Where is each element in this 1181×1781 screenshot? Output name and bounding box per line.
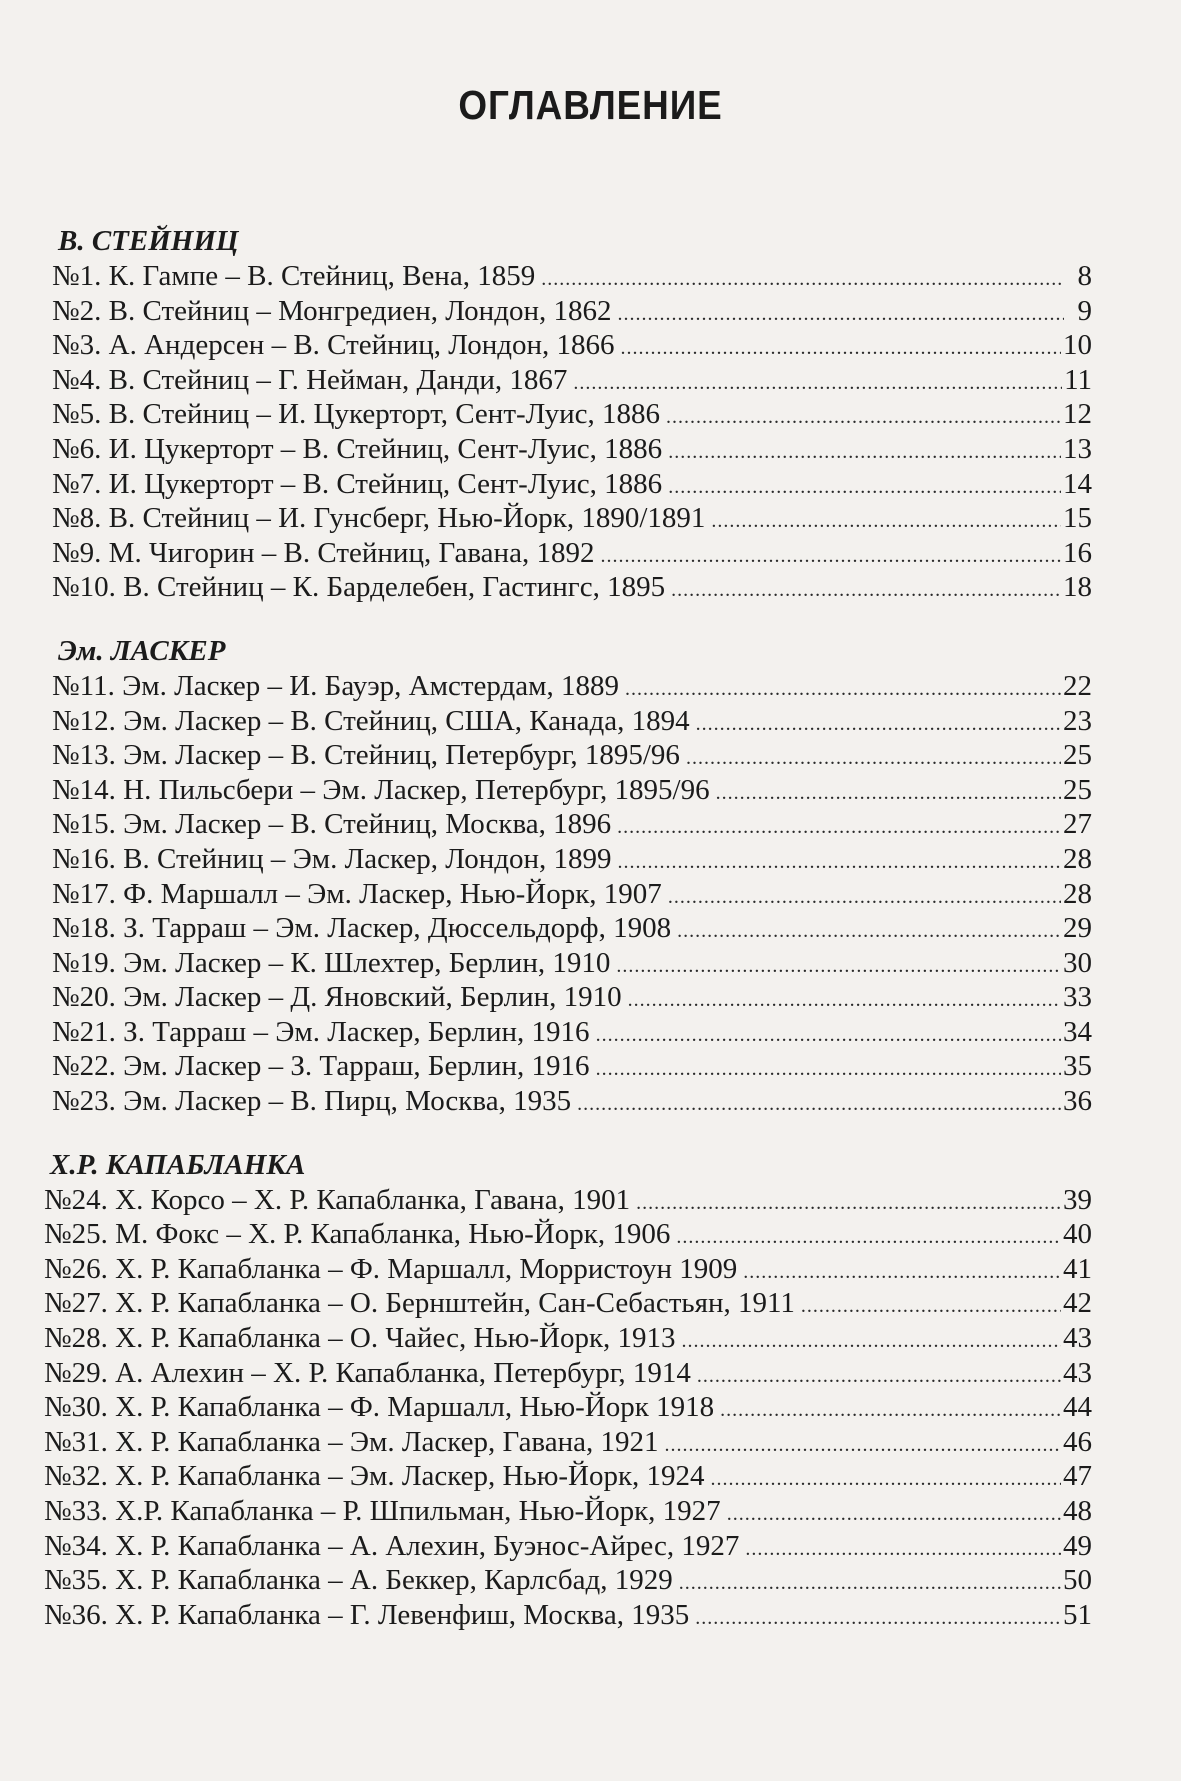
dot-leader — [625, 672, 1061, 707]
toc-entry-page-number: 13 — [1063, 432, 1092, 465]
dot-leader — [677, 914, 1061, 949]
toc-entry — [44, 1529, 1092, 1564]
toc-entry-page-number: 44 — [1063, 1391, 1092, 1424]
toc-entry-page-number: 39 — [1063, 1183, 1092, 1216]
dot-leader — [617, 297, 1064, 332]
toc-entry-title: №33. Х.Р. Капабланка – Р. Шпильман, Нью-Йорк, 1927 — [44, 1495, 721, 1527]
toc-entry-page-number: 47 — [1063, 1460, 1092, 1493]
toc-entry-title: №17. Ф. Маршалл – Эм. Ласкер, Нью-Йорк, 1907 — [52, 877, 662, 910]
toc-entry-page-number: 15 — [1063, 502, 1092, 535]
dot-leader — [671, 573, 1061, 608]
section-title: Эм. ЛАСКЕР — [58, 634, 226, 667]
toc-entry — [52, 704, 1092, 739]
dot-leader — [711, 504, 1061, 539]
dot-leader — [577, 1087, 1061, 1122]
toc-entry-page-number: 14 — [1063, 467, 1092, 500]
dot-leader — [711, 1462, 1061, 1497]
toc-entry-page-number: 28 — [1063, 877, 1092, 910]
toc-entry — [44, 1598, 1092, 1633]
toc-entry-page-number: 43 — [1063, 1356, 1092, 1389]
dot-leader — [617, 810, 1061, 845]
toc-entry-page-number: 43 — [1063, 1322, 1092, 1355]
dot-leader — [696, 707, 1061, 742]
dot-leader — [620, 331, 1061, 366]
toc-entry — [52, 397, 1092, 432]
toc-entry — [44, 1286, 1092, 1321]
toc-entry-page-number: 50 — [1063, 1564, 1092, 1597]
toc-entry-title: №2. В. Стейниц – Монгредиен, Лондон, 1862 — [52, 294, 612, 327]
toc-entry-title: №16. В. Стейниц – Эм. Ласкер, Лондон, 1899 — [52, 842, 612, 875]
toc-entry — [52, 501, 1092, 536]
dot-leader — [720, 1393, 1061, 1428]
dot-leader — [617, 845, 1061, 880]
toc-entry — [52, 842, 1092, 877]
toc-entry-page-number: 40 — [1063, 1218, 1092, 1251]
toc-entry-page-number: 42 — [1063, 1287, 1092, 1320]
toc-entry-page-number: 25 — [1063, 773, 1092, 806]
toc-entry-title: №3. А. Андерсен – В. Стейниц, Лондон, 1866 — [52, 329, 615, 362]
toc-entry — [52, 536, 1092, 571]
toc-entry-title: №6. И. Цукерторт – В. Стейниц, Сент-Луис, 1886 — [52, 432, 663, 465]
toc-entry-page-number: 30 — [1063, 946, 1092, 979]
toc-entry-title: №18. З. Тарраш – Эм. Ласкер, Дюссельдорф, 1908 — [52, 912, 672, 945]
dot-leader — [668, 880, 1061, 915]
toc-entry-page-number: 22 — [1063, 669, 1092, 702]
dot-leader — [801, 1289, 1061, 1324]
toc-entry-page-number: 9 — [1077, 294, 1092, 327]
toc-section-steinitz — [52, 225, 1092, 605]
toc-entry-page-number: 33 — [1063, 981, 1092, 1014]
toc-entry — [52, 363, 1092, 398]
dot-leader — [743, 1255, 1061, 1290]
toc-entry — [52, 773, 1092, 808]
toc-entry-title: №31. Х. Р. Капабланка – Эм. Ласкер, Гавана, 1921 — [44, 1425, 659, 1458]
dot-leader — [668, 435, 1061, 470]
toc-section-lasker — [52, 635, 1092, 1119]
dot-leader — [679, 1566, 1061, 1601]
toc-entry-title: №25. М. Фокс – Х. Р. Капабланка, Нью-Йорк, 1906 — [44, 1218, 671, 1251]
toc-entry — [44, 1390, 1092, 1425]
toc-entry-title: №30. Х. Р. Капабланка – Ф. Маршалл, Нью-Йорк 1918 — [44, 1391, 715, 1424]
toc-entry — [44, 1252, 1092, 1287]
toc-entry-title: №9. М. Чигорин – В. Стейниц, Гавана, 1892 — [52, 536, 595, 569]
toc-entry — [44, 1494, 1092, 1529]
toc-section-capablanca — [44, 1149, 1092, 1633]
table-of-contents — [44, 225, 1092, 1662]
toc-entry — [44, 1217, 1092, 1252]
toc-entry — [52, 911, 1092, 946]
toc-entry — [44, 1425, 1092, 1460]
toc-entry-title: №35. Х. Р. Капабланка – А. Беккер, Карлсбад, 1929 — [44, 1564, 673, 1597]
dot-leader — [616, 949, 1061, 984]
dot-leader — [716, 776, 1061, 811]
toc-entry-title: №22. Эм. Ласкер – З. Тарраш, Берлин, 1916 — [52, 1050, 590, 1083]
dot-leader — [682, 1324, 1061, 1359]
toc-entry-title: №26. Х. Р. Капабланка – Ф. Маршалл, Морристоун 1909 — [44, 1252, 738, 1285]
toc-entry-page-number: 34 — [1063, 1015, 1092, 1048]
toc-entry-title: №4. В. Стейниц – Г. Нейман, Данди, 1867 — [52, 363, 568, 396]
toc-entry — [52, 738, 1092, 773]
section-entries — [52, 669, 1092, 1119]
toc-entry — [44, 1459, 1092, 1494]
toc-entry-title: №5. В. Стейниц – И. Цукерторт, Сент-Луис, 1886 — [52, 398, 660, 431]
toc-entry-page-number: 8 — [1077, 260, 1092, 292]
dot-leader — [727, 1497, 1061, 1532]
toc-entry-title: №20. Эм. Ласкер – Д. Яновский, Берлин, 1910 — [52, 981, 622, 1014]
toc-entry-page-number: 29 — [1063, 912, 1092, 945]
toc-entry-page-number: 27 — [1063, 808, 1092, 841]
toc-entry-title: №27. Х. Р. Капабланка – О. Бернштейн, Сан-Себастьян, 1911 — [44, 1287, 795, 1320]
dot-leader — [697, 1359, 1061, 1394]
toc-entry — [52, 570, 1092, 605]
dot-leader — [600, 539, 1061, 574]
page-title: ОГЛАВЛЕНИЕ — [458, 82, 723, 128]
section-entries — [44, 1183, 1092, 1633]
toc-entry-title: №21. З. Тарраш – Эм. Ласкер, Берлин, 1916 — [52, 1015, 590, 1048]
toc-entry — [52, 1084, 1092, 1119]
toc-entry — [52, 980, 1092, 1015]
dot-leader — [695, 1601, 1061, 1636]
toc-entry-page-number: 36 — [1063, 1085, 1092, 1118]
toc-entry-page-number: 18 — [1063, 571, 1092, 604]
toc-entry-title: №19. Эм. Ласкер – К. Шлехтер, Берлин, 1910 — [52, 946, 611, 979]
toc-entry-title: №14. Н. Пильсбери – Эм. Ласкер, Петербург, 1895/96 — [52, 773, 710, 806]
dot-leader — [628, 983, 1061, 1018]
toc-entry — [44, 1321, 1092, 1356]
section-title: Х.Р. КАПАБЛАНКА — [50, 1148, 306, 1181]
toc-entry-title: №15. Эм. Ласкер – В. Стейниц, Москва, 1896 — [52, 808, 612, 841]
toc-entry-page-number: 10 — [1063, 329, 1092, 362]
toc-entry — [52, 807, 1092, 842]
toc-entry-title: №11. Эм. Ласкер – И. Бауэр, Амстердам, 1889 — [52, 669, 619, 702]
toc-entry-page-number: 49 — [1063, 1529, 1092, 1562]
toc-entry-title: №23. Эм. Ласкер – В. Пирц, Москва, 1935 — [52, 1085, 572, 1118]
toc-entry — [44, 1563, 1092, 1598]
toc-entry — [52, 294, 1092, 329]
dot-leader — [596, 1018, 1061, 1053]
toc-entry-title: №7. И. Цукерторт – В. Стейниц, Сент-Луис, 1886 — [52, 467, 663, 500]
toc-entry-title: №1. К. Гампе – В. Стейниц, Вена, 1859 — [52, 260, 536, 292]
toc-entry-page-number: 25 — [1063, 739, 1092, 772]
toc-entry — [52, 328, 1092, 363]
dot-leader — [745, 1532, 1061, 1567]
toc-entry-title: №29. А. Алехин – Х. Р. Капабланка, Петербург, 1914 — [44, 1356, 691, 1389]
dot-leader — [676, 1220, 1061, 1255]
section-title: В. СТЕЙНИЦ — [58, 225, 239, 257]
toc-entry-page-number: 23 — [1063, 704, 1092, 737]
dot-leader — [668, 470, 1061, 505]
toc-entry-title: №24. Х. Корсо – Х. Р. Капабланка, Гавана, 1901 — [44, 1183, 631, 1216]
toc-entry — [52, 467, 1092, 502]
toc-entry-title: №32. Х. Р. Капабланка – Эм. Ласкер, Нью-Йорк, 1924 — [44, 1460, 705, 1493]
dot-leader — [573, 366, 1062, 401]
toc-entry-page-number: 16 — [1063, 536, 1092, 569]
dot-leader — [666, 400, 1061, 435]
toc-entry — [52, 669, 1092, 704]
toc-entry — [52, 1015, 1092, 1050]
toc-entry-page-number: 28 — [1063, 842, 1092, 875]
toc-entry-page-number: 35 — [1063, 1050, 1092, 1083]
dot-leader — [541, 262, 1064, 297]
toc-entry-page-number: 12 — [1063, 398, 1092, 431]
toc-entry — [52, 877, 1092, 912]
toc-entry-page-number: 46 — [1063, 1425, 1092, 1458]
toc-entry-title: №34. Х. Р. Капабланка – А. Алехин, Буэнос-Айрес, 1927 — [44, 1529, 740, 1562]
toc-entry-title: №12. Эм. Ласкер – В. Стейниц, США, Канада, 1894 — [52, 704, 690, 737]
dot-leader — [665, 1428, 1061, 1463]
toc-entry-page-number: 51 — [1063, 1598, 1092, 1631]
toc-entry-page-number: 41 — [1063, 1252, 1092, 1285]
toc-entry-title: №36. Х. Р. Капабланка – Г. Левенфиш, Москва, 1935 — [44, 1598, 690, 1631]
toc-entry-title: №13. Эм. Ласкер – В. Стейниц, Петербург, 1895/96 — [52, 739, 680, 772]
toc-entry — [52, 946, 1092, 981]
toc-entry-page-number: 48 — [1063, 1495, 1092, 1527]
toc-entry-page-number: 11 — [1064, 363, 1092, 396]
dot-leader — [596, 1052, 1061, 1087]
toc-entry — [44, 1356, 1092, 1391]
toc-entry — [52, 1049, 1092, 1084]
toc-entry-title: №28. Х. Р. Капабланка – О. Чайес, Нью-Йорк, 1913 — [44, 1322, 676, 1355]
toc-entry-title: №10. В. Стейниц – К. Барделебен, Гастингс, 1895 — [52, 571, 666, 604]
dot-leader — [686, 741, 1061, 776]
section-entries — [52, 259, 1092, 605]
toc-entry-title: №8. В. Стейниц – И. Гунсберг, Нью-Йорк, 1890/1891 — [52, 502, 706, 535]
toc-entry — [52, 432, 1092, 467]
dot-leader — [636, 1186, 1061, 1221]
toc-entry — [52, 259, 1092, 294]
toc-entry — [44, 1183, 1092, 1218]
